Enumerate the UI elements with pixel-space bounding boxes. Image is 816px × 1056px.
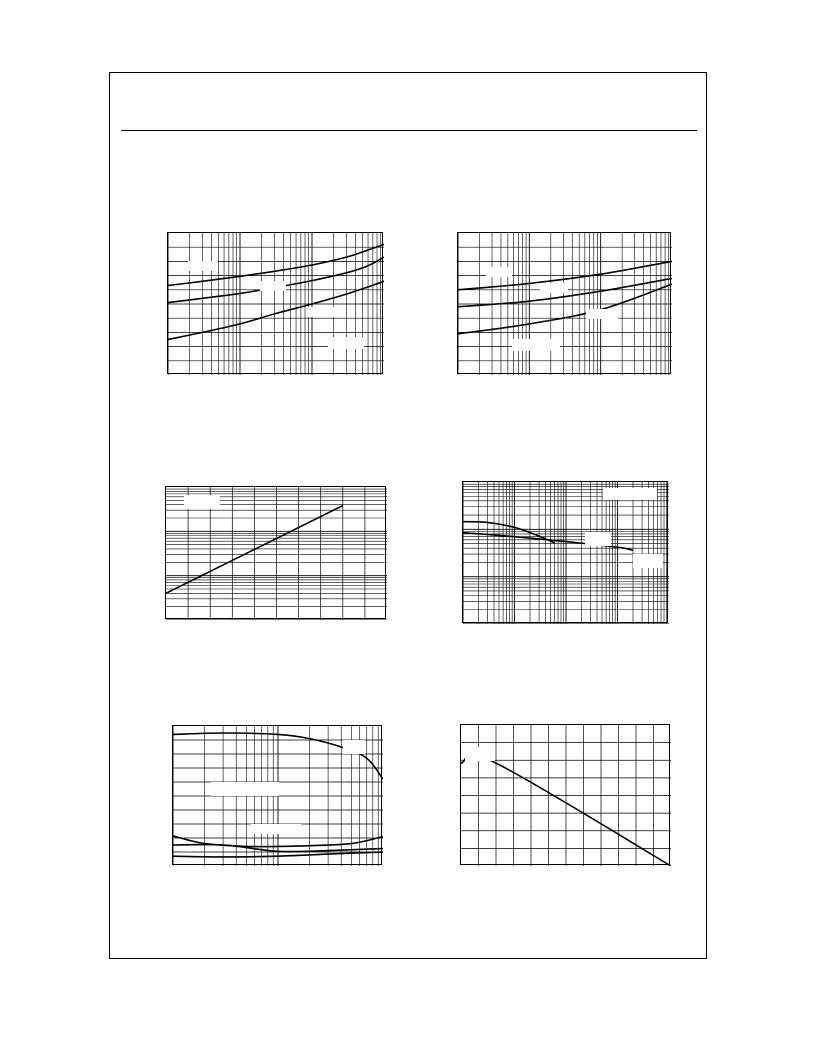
chart-2 bbox=[457, 232, 671, 374]
chart-6-label-mask-1 bbox=[465, 747, 495, 761]
chart-1-label-mask-1 bbox=[188, 261, 218, 271]
header-rule bbox=[121, 130, 697, 131]
chart-1-grid bbox=[168, 233, 384, 375]
chart-4-plot bbox=[463, 482, 669, 624]
chart-2-label-mask-1 bbox=[486, 267, 512, 277]
chart-3-label-mask-1 bbox=[184, 495, 220, 509]
chart-6-plot bbox=[461, 725, 671, 866]
chart-5-label-mask-3 bbox=[251, 824, 301, 834]
chart-5-label-mask-1 bbox=[343, 740, 365, 754]
chart-2-label-mask-4 bbox=[512, 339, 560, 351]
chart-3-plot bbox=[166, 487, 387, 620]
chart-1-label-mask-3 bbox=[308, 307, 334, 317]
chart-1 bbox=[167, 232, 383, 374]
chart-6-grid bbox=[461, 725, 671, 866]
chart-4-label-mask-1 bbox=[603, 488, 657, 500]
chart-1-label-mask-2 bbox=[260, 281, 286, 291]
chart-5 bbox=[172, 725, 382, 865]
chart-6 bbox=[460, 724, 670, 865]
chart-1-label-mask-4 bbox=[328, 337, 364, 349]
chart-2-label-mask-3 bbox=[586, 309, 618, 319]
chart-2-label-mask-2 bbox=[540, 283, 568, 293]
chart-4-grid bbox=[463, 482, 669, 624]
chart-4 bbox=[462, 481, 668, 623]
chart-4-label-mask-2 bbox=[585, 532, 611, 546]
chart-4-label-mask-3 bbox=[633, 554, 663, 568]
chart-5-plot bbox=[173, 726, 383, 866]
chart-2-plot bbox=[458, 233, 672, 375]
chart-3 bbox=[165, 486, 386, 619]
chart-5-label-mask-2 bbox=[211, 782, 279, 796]
chart-1-plot bbox=[168, 233, 384, 375]
